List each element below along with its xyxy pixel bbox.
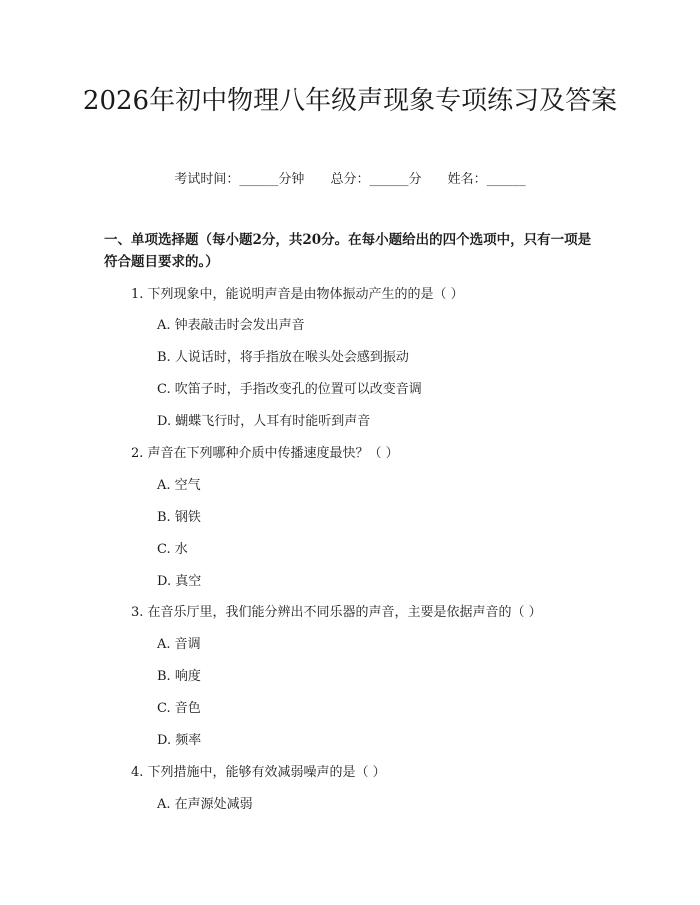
section-heading: 一、单项选择题（每小题2分，共20分。在每小题给出的四个选项中，只有一项是符合题目要求的。） (104, 232, 592, 270)
question-4-option-a: A. 在声源处减弱 (157, 797, 253, 812)
question-3-option-d: D. 频率 (157, 733, 202, 748)
question-3-option-c: C. 音色 (157, 701, 201, 716)
question-1-option-b: B. 人说话时，将手指放在喉头处会感到振动 (157, 350, 409, 365)
document-title: 2026年初中物理八年级声现象专项练习及答案 (82, 86, 618, 116)
exam-time-field: 考试时间：______分钟 (174, 172, 305, 187)
question-2-option-b: B. 钢铁 (157, 510, 201, 525)
question-4: 4. 下列措施中，能够有效减弱噪声的是（ ） (131, 765, 386, 780)
question-2-option-c: C. 水 (157, 542, 188, 557)
question-1-option-d: D. 蝴蝶飞行时，人耳有时能听到声音 (157, 414, 371, 429)
question-3-option-b: B. 响度 (157, 669, 201, 684)
question-1-option-c: C. 吹笛子时，手指改变孔的位置可以改变音调 (157, 382, 422, 397)
question-1-option-a: A. 钟表敲击时会发出声音 (157, 318, 305, 333)
question-2-option-d: D. 真空 (157, 574, 202, 589)
question-1: 1. 下列现象中，能说明声音是由物体振动产生的的是（ ） (131, 287, 464, 302)
total-score-field: 总分：______分 (330, 172, 422, 187)
question-3-option-a: A. 音调 (157, 637, 201, 652)
exam-meta-line (0, 168, 700, 187)
question-2-option-a: A. 空气 (157, 478, 201, 493)
question-3: 3. 在音乐厅里，我们能分辨出不同乐器的声音，主要是依据声音的（ ） (131, 605, 542, 620)
name-field: 姓名：______ (447, 172, 526, 187)
question-2: 2. 声音在下列哪种介质中传播速度最快？（ ） (131, 446, 399, 461)
